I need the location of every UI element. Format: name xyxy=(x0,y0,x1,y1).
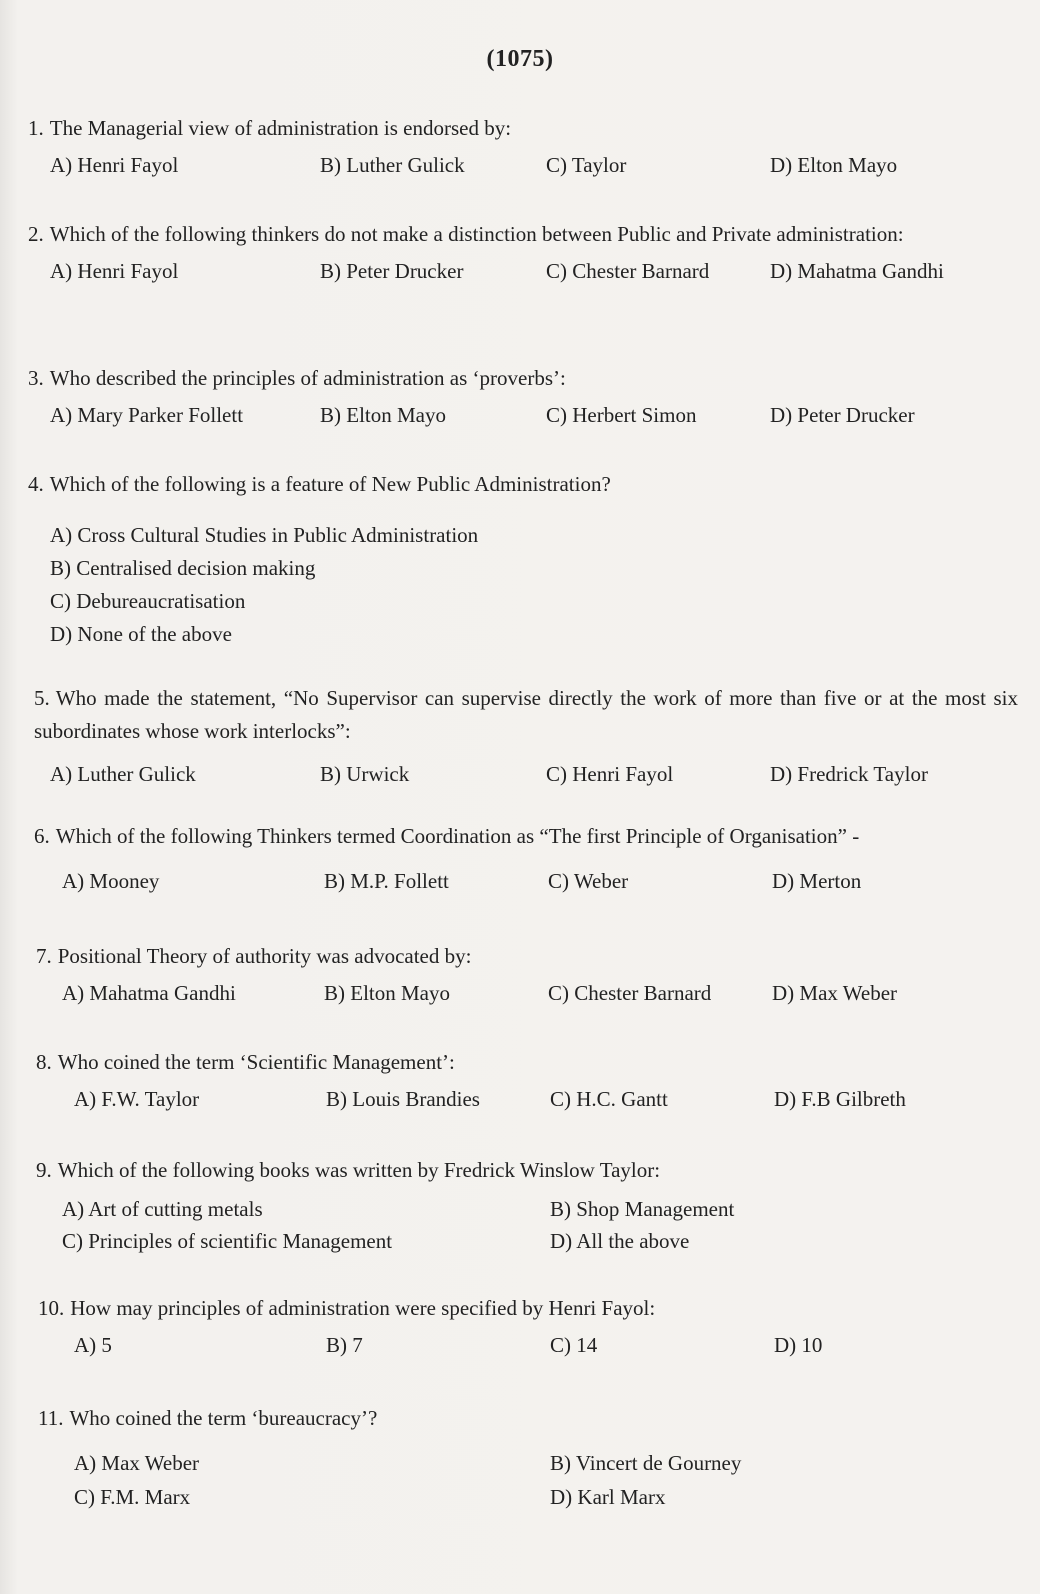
option-c: C) Debureaucratisation xyxy=(50,589,246,613)
question-text: Which of the following is a feature of New Public Administration? xyxy=(49,472,611,496)
option-d: D) Merton xyxy=(772,869,862,893)
option-d: D) None of the above xyxy=(50,622,232,646)
question-7 xyxy=(36,940,1018,1009)
option-d: D) F.B Gilbreth xyxy=(774,1087,906,1111)
option-a: A) Art of cutting metals xyxy=(62,1197,263,1221)
option-a: A) Henri Fayol xyxy=(50,153,179,177)
option-a: A) Mooney xyxy=(62,869,160,893)
question-text: Who coined the term ‘Scientific Management’: xyxy=(57,1050,455,1074)
option-d: D) Max Weber xyxy=(772,981,898,1005)
question-8 xyxy=(36,1046,1018,1115)
option-b: B) Peter Drucker xyxy=(320,259,464,283)
question-text: Which of the following thinkers do not make a distinction between Public and Private administration: xyxy=(49,222,904,246)
option-c: C) Chester Barnard xyxy=(546,259,710,283)
question-5 xyxy=(34,682,1018,790)
question-1 xyxy=(28,112,1018,181)
option-d: D) 10 xyxy=(774,1333,823,1357)
question-number: 4. xyxy=(28,472,44,496)
options-row xyxy=(36,973,1018,1009)
option-d: D) All the above xyxy=(550,1229,690,1253)
option-c: C) H.C. Gantt xyxy=(550,1087,668,1111)
question-number: 3. xyxy=(28,366,44,390)
question-number: 7. xyxy=(36,944,52,968)
option-d: D) Elton Mayo xyxy=(770,153,898,177)
option-b: B) Urwick xyxy=(320,762,410,786)
question-number: 1. xyxy=(28,116,44,140)
question-6 xyxy=(34,820,1018,897)
question-number: 6. xyxy=(34,824,50,848)
options-row xyxy=(28,145,1018,181)
question-9 xyxy=(36,1154,1018,1253)
options-row xyxy=(36,1079,1018,1115)
option-a: A) Max Weber xyxy=(74,1451,200,1475)
options-row xyxy=(28,395,1018,431)
option-b: B) Louis Brandies xyxy=(326,1087,480,1111)
options-row xyxy=(38,1443,1018,1477)
option-d: D) Karl Marx xyxy=(550,1485,666,1509)
question-number: 11. xyxy=(38,1406,64,1430)
option-b: B) Luther Gulick xyxy=(320,153,465,177)
option-c: C) Chester Barnard xyxy=(548,981,712,1005)
option-a: A) Cross Cultural Studies in Public Administration xyxy=(50,523,479,547)
question-text: Who coined the term ‘bureaucracy’? xyxy=(69,1406,378,1430)
question-number: 10. xyxy=(38,1296,65,1320)
question-text: Who made the statement, “No Supervisor can supervise directly the work of more than five or at the most six subordinates whose work interlocks”: xyxy=(34,686,1018,743)
options-row xyxy=(34,861,1018,897)
question-text: Which of the following Thinkers termed Coordination as “The first Principle of Organisation” - xyxy=(55,824,860,848)
options-row xyxy=(34,754,1018,790)
question-10 xyxy=(38,1292,1018,1361)
question-number: 2. xyxy=(28,222,44,246)
option-a: A) 5 xyxy=(74,1333,112,1357)
options-row xyxy=(38,1325,1018,1361)
question-4 xyxy=(28,468,1018,651)
question-11 xyxy=(38,1402,1018,1511)
option-a: A) F.W. Taylor xyxy=(74,1087,200,1111)
paper-code: (1075) xyxy=(486,46,554,72)
question-text: Who described the principles of administration as ‘proverbs’: xyxy=(49,366,566,390)
option-c: C) Henri Fayol xyxy=(546,762,674,786)
question-number: 5. xyxy=(34,686,50,710)
option-b: B) Vincert de Gourney xyxy=(550,1451,742,1475)
option-a: A) Mary Parker Follett xyxy=(50,403,244,427)
option-d: D) Peter Drucker xyxy=(770,403,915,427)
question-number: 9. xyxy=(36,1158,52,1182)
option-c: C) F.M. Marx xyxy=(74,1485,191,1509)
option-b: B) Elton Mayo xyxy=(320,403,446,427)
option-b: B) Elton Mayo xyxy=(324,981,450,1005)
question-text: Positional Theory of authority was advocated by: xyxy=(57,944,472,968)
option-d: D) Fredrick Taylor xyxy=(770,762,928,786)
option-c: C) Herbert Simon xyxy=(546,403,697,427)
option-a: A) Mahatma Gandhi xyxy=(62,981,236,1005)
question-3 xyxy=(28,362,1018,431)
option-b: B) Centralised decision making xyxy=(50,556,316,580)
option-a: A) Henri Fayol xyxy=(50,259,179,283)
option-b: B) M.P. Follett xyxy=(324,869,449,893)
question-text: The Managerial view of administration is endorsed by: xyxy=(49,116,512,140)
option-c: C) Principles of scientific Management xyxy=(62,1229,393,1253)
question-number: 8. xyxy=(36,1050,52,1074)
question-text: Which of the following books was written by Fredrick Winslow Taylor: xyxy=(57,1158,661,1182)
question-2 xyxy=(28,218,1018,287)
options-row xyxy=(38,1477,1018,1511)
options-row xyxy=(36,1189,1018,1221)
option-d: D) Mahatma Gandhi xyxy=(770,259,944,283)
question-text: How may principles of administration were specified by Henri Fayol: xyxy=(70,1296,656,1320)
options-row xyxy=(36,1221,1018,1253)
option-c: C) Taylor xyxy=(546,153,627,177)
option-b: B) 7 xyxy=(326,1333,363,1357)
option-b: B) Shop Management xyxy=(550,1197,735,1221)
option-c: C) Weber xyxy=(548,869,629,893)
option-c: C) 14 xyxy=(550,1333,598,1357)
option-a: A) Luther Gulick xyxy=(50,762,196,786)
options-row xyxy=(28,251,1018,287)
